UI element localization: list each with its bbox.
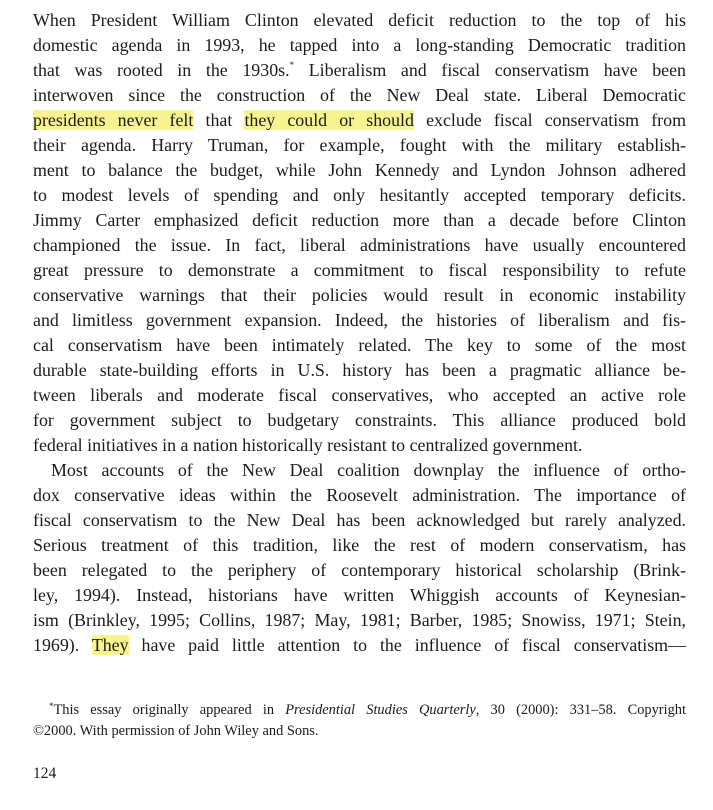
- text-span: have paid little attention to the influence of fiscal conservatism—: [128, 635, 686, 655]
- text-line: cal conservatism have been intimately related. The key to some of the most: [33, 335, 686, 355]
- highlighted-text[interactable]: they could or should: [244, 110, 414, 130]
- text-line: [33, 633, 686, 657]
- text-span: that: [193, 110, 245, 130]
- text-line: ley, 1994). Instead, historians have written Whiggish accounts of Keynesian-: [33, 585, 686, 605]
- highlighted-text[interactable]: presidents never felt: [33, 110, 194, 130]
- footnote-mark: *: [49, 701, 54, 711]
- text-line: dox conservative ideas within the Roosevelt administration. The importance of: [33, 485, 686, 505]
- text-line: [33, 108, 686, 132]
- footnote-line: [33, 700, 686, 721]
- journal-title: Presidential Studies Quarterly: [285, 702, 476, 718]
- text-line: federal initiatives in a nation historically resistant to centralized government.: [33, 435, 583, 455]
- text-span: 1969).: [33, 635, 92, 655]
- text-line: When President William Clinton elevated deficit reduction to the top of his: [33, 10, 686, 30]
- footnote-mark[interactable]: *: [289, 60, 295, 70]
- highlighted-text[interactable]: They: [91, 635, 129, 655]
- text-line: ment to balance the budget, while John Kennedy and Lyndon Johnson adhered: [33, 160, 686, 180]
- text-span: that was rooted in the 1930s.: [33, 60, 290, 80]
- text-line: their agenda. Harry Truman, for example, fought with the military establish-: [33, 135, 686, 155]
- text-line: Serious treatment of this tradition, like the rest of modern conservatism, has: [33, 535, 686, 555]
- text-line: for government subject to budgetary constraints. This alliance produced bold: [33, 410, 686, 430]
- text-line: to modest levels of spending and only hesitantly accepted temporary deficits.: [33, 185, 686, 205]
- text-line: tween liberals and moderate fiscal conservatives, who accepted an active role: [33, 385, 686, 405]
- text-span: exclude fiscal conservatism from: [413, 110, 686, 130]
- text-line: [33, 58, 686, 82]
- text-span: Liberalism and fiscal conservatism have been: [294, 60, 686, 80]
- text-span: , 30 (2000): 331–58. Copyright: [475, 702, 686, 718]
- text-span: This essay originally appeared in: [53, 702, 286, 718]
- text-line: great pressure to demonstrate a commitment to fiscal responsibility to refute: [33, 260, 686, 280]
- text-line: ism (Brinkley, 1995; Collins, 1987; May, 1981; Barber, 1985; Snowiss, 1971; Stein,: [33, 610, 686, 630]
- text-line: Most accounts of the New Deal coalition downplay the influence of ortho-: [51, 460, 686, 480]
- text-line: domestic agenda in 1993, he tapped into a long-standing Democratic tradition: [33, 35, 686, 55]
- text-line: championed the issue. In fact, liberal administrations have usually encountered: [33, 235, 686, 255]
- text-line: and limitless government expansion. Indeed, the histories of liberalism and fis-: [33, 310, 686, 330]
- text-line: durable state-building efforts in U.S. history has been a pragmatic alliance be-: [33, 360, 686, 380]
- text-line: fiscal conservatism to the New Deal has been acknowledged but rarely analyzed.: [33, 510, 686, 530]
- page-number: 124: [33, 765, 57, 782]
- text-line: Jimmy Carter emphasized deficit reduction more than a decade before Clinton: [33, 210, 686, 230]
- footnote-line: ©2000. With permission of John Wiley and Sons.: [33, 723, 319, 739]
- text-line: been relegated to the periphery of contemporary historical scholarship (Brink-: [33, 560, 686, 580]
- text-line: interwoven since the construction of the New Deal state. Liberal Democratic: [33, 85, 686, 105]
- text-line: conservative warnings that their policies would result in economic instability: [33, 285, 686, 305]
